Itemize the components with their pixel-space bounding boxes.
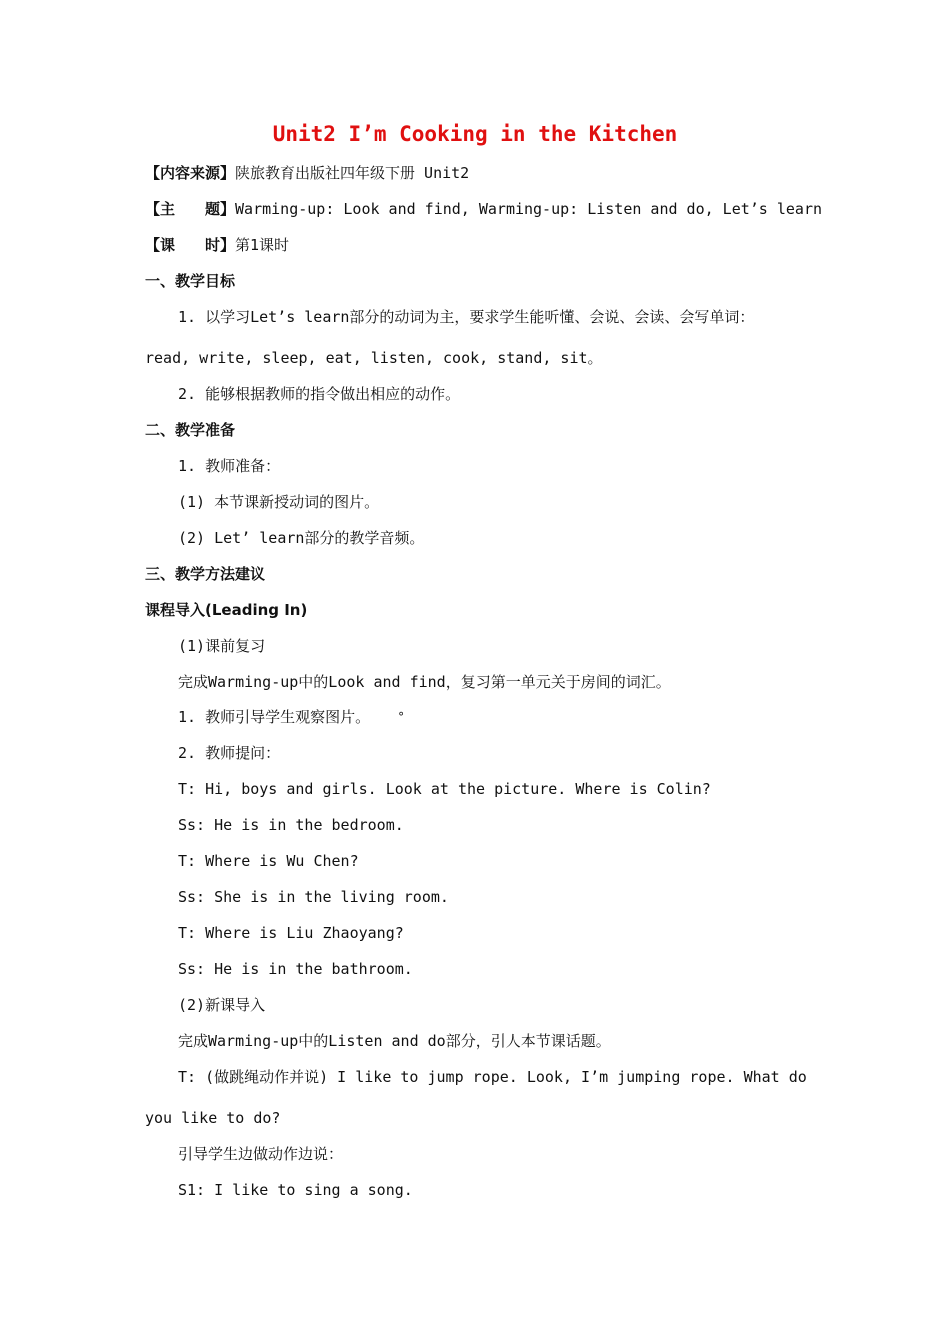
sub-heading-leading-in: 课程导入(Leading In) [145, 601, 308, 619]
teacher-line-1: T: (做跳绳动作并说) I like to jump rope. Look, I’m jumping rope. What do [178, 1068, 807, 1086]
goal-item-1-words: read, write, sleep, eat, listen, cook, stand, sit。 [145, 349, 603, 367]
meta-topic-label: 【主 题】 [145, 200, 236, 218]
meta-topic-value: Warming-up: Look and find, Warming-up: Listen and do, Let’s learn [235, 200, 823, 218]
prep-sub-1: (1) 本节课新授动词的图片。 [178, 493, 380, 511]
guide-line: 引导学生边做动作边说： [178, 1145, 344, 1163]
dialog-line: T: Where is Liu Zhaoyang? [178, 924, 404, 942]
part2-title: (2)新课导入 [178, 996, 266, 1014]
step-1 [178, 707, 404, 727]
section-heading-goals: 一、教学目标 [145, 272, 236, 290]
dialog-line: T: Where is Wu Chen? [178, 852, 359, 870]
step-2: 2. 教师提问： [178, 744, 281, 762]
meta-period-value: 第1课时 [235, 236, 290, 254]
dialog-line: Ss: He is in the bedroom. [178, 816, 404, 834]
prep-item-1: 1. 教师准备： [178, 457, 281, 475]
goal-item-2: 2. 能够根据教师的指令做出相应的动作。 [178, 385, 461, 403]
dialog-line: Ss: He is in the bathroom. [178, 960, 413, 978]
meta-source [145, 163, 469, 183]
meta-period-label: 【课 时】 [145, 236, 236, 254]
meta-source-label: 【内容来源】 [145, 164, 236, 182]
section-heading-prep: 二、教学准备 [145, 421, 236, 439]
meta-topic [145, 199, 822, 219]
goal-item-1: 1. 以学习Let’s learn部分的动词为主，要求学生能听懂、会说、会读、会写单词： [178, 308, 755, 326]
dialog-line: T: Hi, boys and girls. Look at the picture. Where is Colin? [178, 780, 711, 798]
teacher-line-2: you like to do? [145, 1109, 281, 1127]
page-title: Unit2 I’m Cooking in the Kitchen [272, 122, 678, 146]
prep-sub-2: (2) Let’ learn部分的教学音频。 [178, 529, 425, 547]
part1-desc: 完成Warming-up中的Look and find，复习第一单元关于房间的词汇。 [178, 673, 671, 691]
meta-period [145, 235, 289, 255]
part1-title: (1)课前复习 [178, 637, 266, 655]
meta-source-value: 陕旅教育出版社四年级下册 Unit2 [235, 164, 470, 182]
section-heading-methods: 三、教学方法建议 [145, 565, 266, 583]
student-line-1: S1: I like to sing a song. [178, 1181, 413, 1199]
step-1-text: 1. 教师引导学生观察图片。 [178, 708, 371, 726]
part2-desc: 完成Warming-up中的Listen and do部分，引人本节课话题。 [178, 1032, 611, 1050]
step-1-mark: ° [398, 710, 405, 724]
dialog-line: Ss: She is in the living room. [178, 888, 449, 906]
